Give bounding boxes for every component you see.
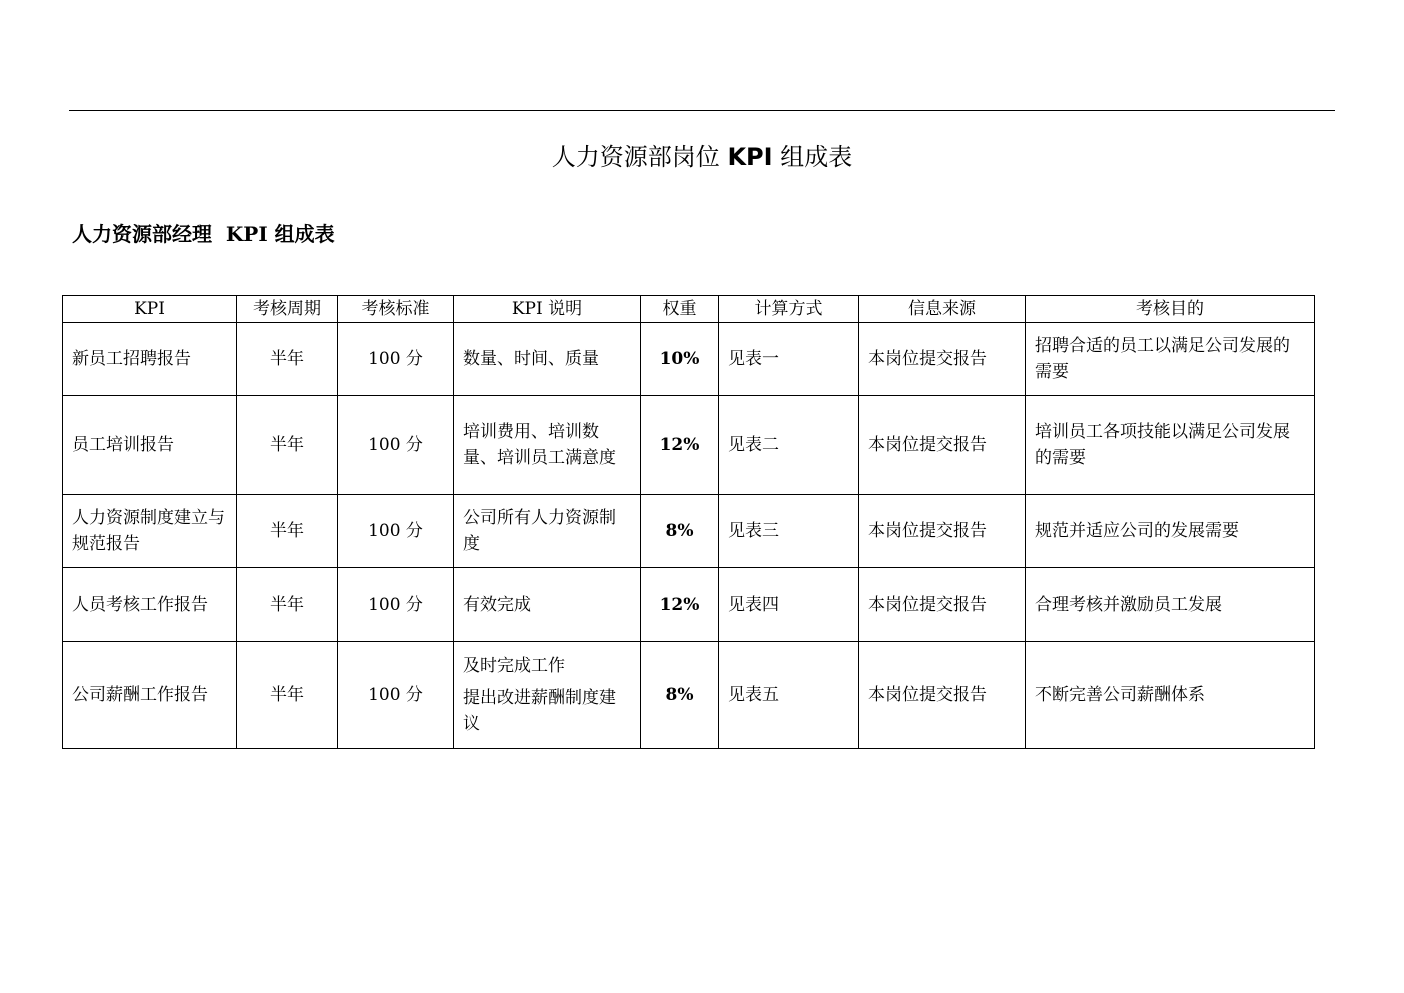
table-row [63, 396, 1315, 495]
cell-standard: 100 分 [338, 568, 454, 642]
cell-description: 有效完成 [454, 568, 641, 642]
cell-purpose: 不断完善公司薪酬体系 [1026, 642, 1315, 749]
cell-description: 数量、时间、质量 [454, 323, 641, 396]
cell-weight: 12% [641, 396, 719, 495]
cell-source: 本岗位提交报告 [859, 642, 1026, 749]
cell-source: 本岗位提交报告 [859, 323, 1026, 396]
table-row [63, 568, 1315, 642]
cell-calculation: 见表一 [719, 323, 859, 396]
cell-purpose: 培训员工各项技能以满足公司发展的需要 [1026, 396, 1315, 495]
document-title-kpi: KPI [727, 143, 773, 171]
table-row [63, 642, 1315, 749]
cell-weight: 10% [641, 323, 719, 396]
description-line-2: 提出改进薪酬制度建议 [463, 688, 616, 734]
cell-kpi: 新员工招聘报告 [63, 323, 237, 396]
cell-period: 半年 [237, 323, 338, 396]
cell-source: 本岗位提交报告 [859, 568, 1026, 642]
cell-calculation: 见表四 [719, 568, 859, 642]
cell-standard: 100 分 [338, 323, 454, 396]
cell-weight: 8% [641, 642, 719, 749]
cell-calculation: 见表五 [719, 642, 859, 749]
cell-weight: 12% [641, 568, 719, 642]
header-source: 信息来源 [859, 296, 1026, 323]
cell-source: 本岗位提交报告 [859, 495, 1026, 568]
cell-standard: 100 分 [338, 642, 454, 749]
cell-kpi: 人力资源制度建立与规范报告 [63, 495, 237, 568]
cell-period: 半年 [237, 568, 338, 642]
cell-calculation: 见表二 [719, 396, 859, 495]
cell-description: 公司所有人力资源制度 [454, 495, 641, 568]
cell-calculation: 见表三 [719, 495, 859, 568]
cell-standard: 100 分 [338, 396, 454, 495]
cell-period: 半年 [237, 642, 338, 749]
table-row [63, 495, 1315, 568]
header-description: KPI 说明 [454, 296, 641, 323]
cell-standard: 100 分 [338, 495, 454, 568]
header-kpi: KPI [63, 296, 237, 323]
document-title-part-2: 组成表 [772, 143, 853, 171]
cell-weight: 8% [641, 495, 719, 568]
header-period: 考核周期 [237, 296, 338, 323]
cell-source: 本岗位提交报告 [859, 396, 1026, 495]
table-row [63, 323, 1315, 396]
header-standard: 考核标准 [338, 296, 454, 323]
cell-description [454, 642, 641, 749]
description-line-1: 及时完成工作 [463, 656, 565, 676]
section-title: 人力资源部经理 KPI 组成表 [72, 222, 335, 246]
document-title-part-1: 人力资源部岗位 [551, 143, 728, 171]
header-calculation: 计算方式 [719, 296, 859, 323]
cell-purpose: 规范并适应公司的发展需要 [1026, 495, 1315, 568]
cell-purpose: 合理考核并激励员工发展 [1026, 568, 1315, 642]
cell-kpi: 员工培训报告 [63, 396, 237, 495]
header-purpose: 考核目的 [1026, 296, 1315, 323]
header-weight: 权重 [641, 296, 719, 323]
cell-period: 半年 [237, 495, 338, 568]
kpi-table [62, 295, 1315, 749]
table-header-row [63, 296, 1315, 323]
cell-purpose: 招聘合适的员工以满足公司发展的需要 [1026, 323, 1315, 396]
cell-period: 半年 [237, 396, 338, 495]
cell-description: 培训费用、培训数量、培训员工满意度 [454, 396, 641, 495]
cell-kpi: 人员考核工作报告 [63, 568, 237, 642]
header-rule [69, 110, 1335, 111]
document-title [0, 140, 1404, 174]
cell-kpi: 公司薪酬工作报告 [63, 642, 237, 749]
